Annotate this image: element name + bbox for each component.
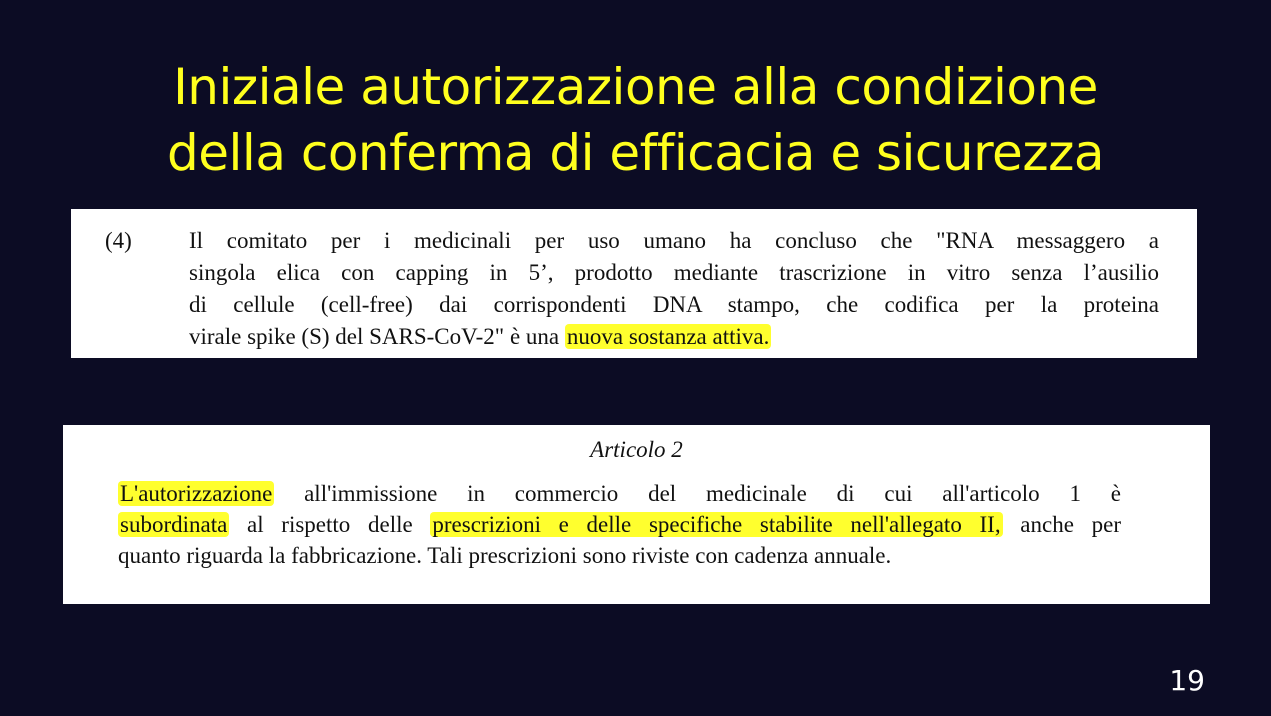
- highlight-prescriptions: prescrizioni e delle specifiche stabilite nell'allegato II,: [432, 512, 1001, 537]
- recital-number: (4): [105, 228, 132, 253]
- article-line-1-text: all'immissione in commercio del medicinale di cui all'articolo 1 è: [274, 481, 1121, 506]
- regulation-excerpt-recital-4: [71, 209, 1197, 358]
- recital-text: [189, 225, 1159, 353]
- recital-line-1: Il comitato per i medicinali per uso umano ha concluso che "RNA messaggero a: [189, 228, 1159, 253]
- article-line-2-end: anche per: [1002, 512, 1121, 537]
- recital-line-4: [189, 321, 1159, 353]
- article-line-2: [118, 509, 1121, 540]
- recital-line-2: singola elica con capping in 5’, prodotto mediante trascrizione in vitro senza l’ausilio: [189, 260, 1159, 285]
- slide-title-line-1: Iniziale autorizzazione alla condizione: [173, 58, 1098, 116]
- article-line-1: [118, 478, 1121, 509]
- highlight-subordinate: subordinata: [120, 512, 228, 537]
- highlight-authorization: L'autorizzazione: [120, 481, 273, 506]
- article-line-3: quanto riguarda la fabbricazione. Tali prescrizioni sono riviste con cadenza annuale.: [118, 543, 892, 568]
- page-number: 19: [1169, 664, 1205, 697]
- highlight-new-active-substance: nuova sostanza attiva.: [566, 324, 770, 349]
- regulation-excerpt-article-2: [63, 425, 1210, 604]
- recital-line-4-text: virale spike (S) del SARS-CoV-2" è una: [189, 324, 565, 349]
- slide-title-line-2: della conferma di efficacia e sicurezza: [167, 124, 1104, 182]
- article-text: [118, 478, 1121, 571]
- recital-line-3: di cellule (cell-free) dai corrispondenti DNA stampo, che codifica per la proteina: [189, 292, 1159, 317]
- article-heading: Articolo 2: [590, 437, 683, 462]
- slide-title: [0, 54, 1271, 186]
- article-line-2-mid: al rispetto delle: [229, 512, 431, 537]
